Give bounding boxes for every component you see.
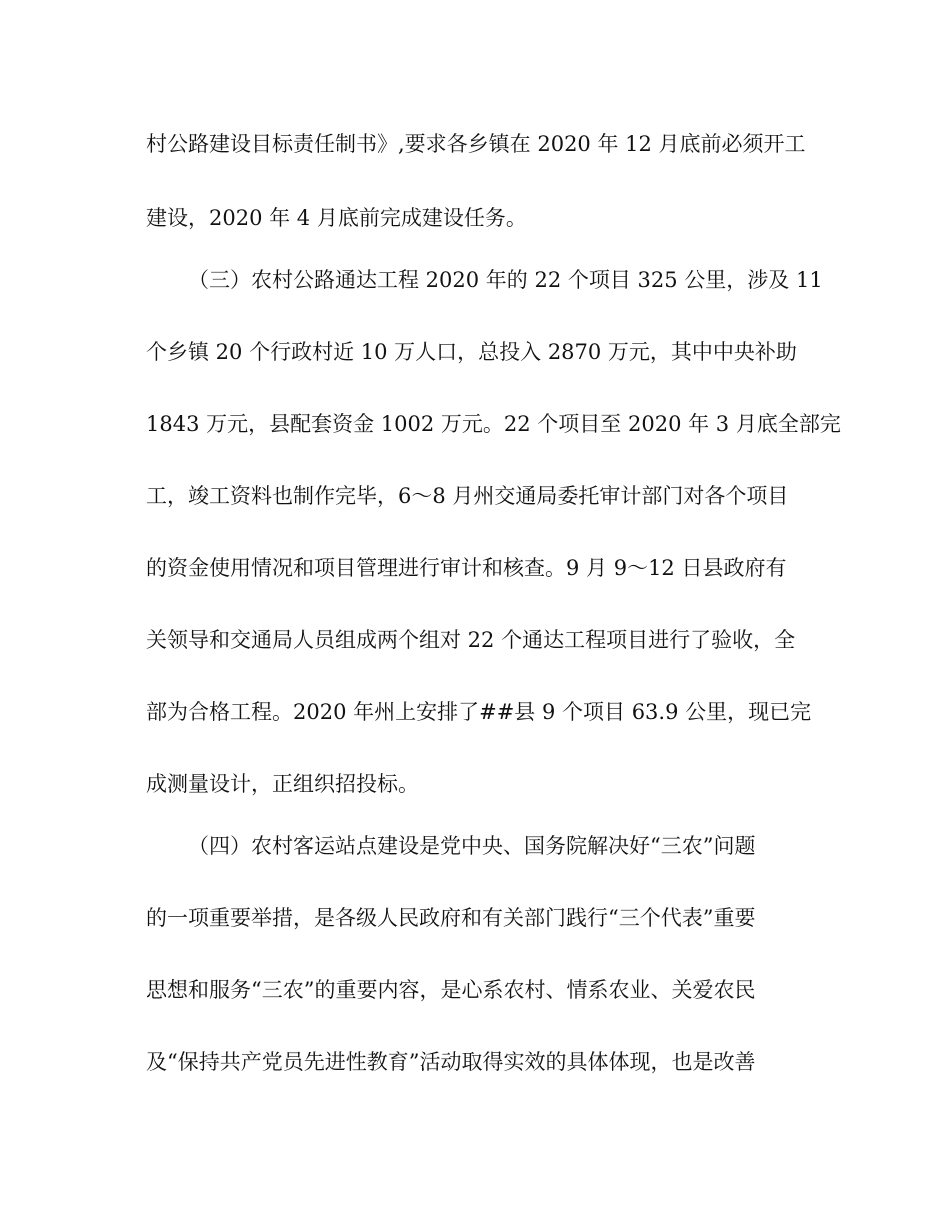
text-line-1: 村公路建设目标责任制书》,要求各乡镇在 2020 年 12 月底前必须开工 [146,132,806,156]
text-line-14: 及“保持共产党员先进性教育”活动取得实效的具体体现，也是改善 [146,1050,756,1074]
text-line-5: 1843 万元，县配套资金 1002 万元。22 个项目至 2020 年 3 月底全部完 [146,412,841,436]
paragraph-4-heading-line: （四）农村客运站点建设是党中央、国务院解决好“三农”问题 [188,834,756,858]
text-line-2: 建设，2020 年 4 月底前完成建设任务。 [146,206,527,230]
text-line-8: 关领导和交通局人员组成两个组对 22 个通达工程项目进行了验收，全 [146,628,796,652]
text-line-12: 的一项重要举措，是各级人民政府和有关部门践行“三个代表”重要 [146,906,756,930]
text-line-9: 部为合格工程。2020 年州上安排了##县 9 个项目 63.9 公里，现已完 [146,700,812,724]
text-line-10: 成测量设计，正组织招投标。 [146,772,419,796]
text-line-6: 工，竣工资料也制作完毕，6～8 月州交通局委托审计部门对各个项目 [146,484,789,508]
text-line-7: 的资金使用情况和项目管理进行审计和核查。9 月 9～12 日县政府有 [146,556,787,580]
text-line-4: 个乡镇 20 个行政村近 10 万人口，总投入 2870 万元，其中中央补助 [146,340,797,364]
text-line-13: 思想和服务“三农”的重要内容，是心系农村、情系农业、关爱农民 [146,978,756,1002]
paragraph-3-heading-line: （三）农村公路通达工程 2020 年的 22 个项目 325 公里，涉及 11 [188,268,823,292]
